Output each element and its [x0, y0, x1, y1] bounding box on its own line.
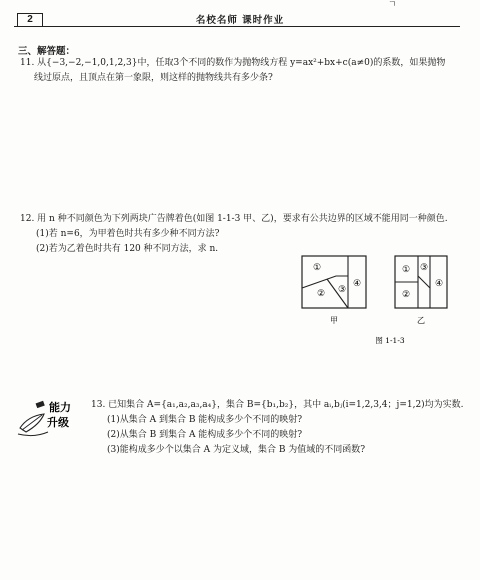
corner-mark: ㄱ	[388, 0, 397, 10]
question-12-line1: 12. 用 n 种不同颜色为下列两块广告牌着色(如图 1-1-3 甲、乙)，要求有公共边界的区域不能用同一种颜色.	[20, 214, 448, 224]
billboard-jia	[302, 256, 366, 308]
question-13-sub2: (2)从集合 B 到集合 A 能构成多少个不同的映射?	[107, 430, 303, 440]
yi-region-1: ①	[401, 265, 411, 275]
question-13	[91, 398, 471, 458]
figure-1-1-3	[290, 252, 470, 347]
header-rule	[14, 26, 460, 27]
badge-line2: 升级	[47, 416, 69, 429]
pen-icon	[18, 401, 48, 436]
jia-region-4: ④	[352, 279, 362, 289]
question-13-sub3: (3)能构成多少个以集合 A 为定义域，集合 B 为值域的不同函数?	[107, 445, 366, 455]
question-13-sub1: (1)从集合 A 到集合 B 能构成多少个不同的映射?	[107, 415, 303, 425]
jia-region-1: ①	[312, 263, 322, 273]
yi-region-4: ④	[434, 279, 444, 289]
billboard-yi	[395, 256, 447, 308]
question-12-sub2: (2)若为乙着色时共有 120 种不同方法，求 n.	[36, 244, 219, 254]
question-12	[20, 212, 470, 257]
yi-region-3: ③	[419, 263, 429, 273]
ability-upgrade-badge	[14, 394, 80, 442]
yi-region-2: ②	[401, 290, 411, 300]
label-yi: 乙	[417, 316, 425, 325]
badge-line1: 能力	[49, 401, 71, 414]
jia-region-3: ③	[337, 285, 347, 295]
question-13-line1: 13. 已知集合 A={a₁,a₂,a₃,a₄}，集合 B={b₁,b₂}，其中 aᵢ,bⱼ(i=1,2,3,4；j=1,2)均为实数.	[91, 400, 464, 410]
page-number: 2	[17, 13, 43, 27]
question-11	[20, 56, 465, 86]
question-11-line1: 11. 从{−3,−2,−1,0,1,2,3}中，任取3个不同的数作为抛物线方程 y=ax²+bx+c(a≠0)的系数，如果抛物	[20, 58, 446, 68]
question-12-sub1: (1)若 n=6，为甲着色时共有多少种不同方法?	[36, 229, 220, 239]
header-title: 名校名师 课时作业	[195, 15, 285, 26]
jia-region-2: ②	[316, 289, 326, 299]
figure-caption: 图 1-1-3	[375, 336, 405, 345]
label-jia: 甲	[330, 316, 338, 325]
question-11-line2: 线过原点，且顶点在第一象限，则这样的抛物线共有多少条?	[34, 73, 273, 83]
section-title: 三、解答题：	[18, 46, 76, 57]
